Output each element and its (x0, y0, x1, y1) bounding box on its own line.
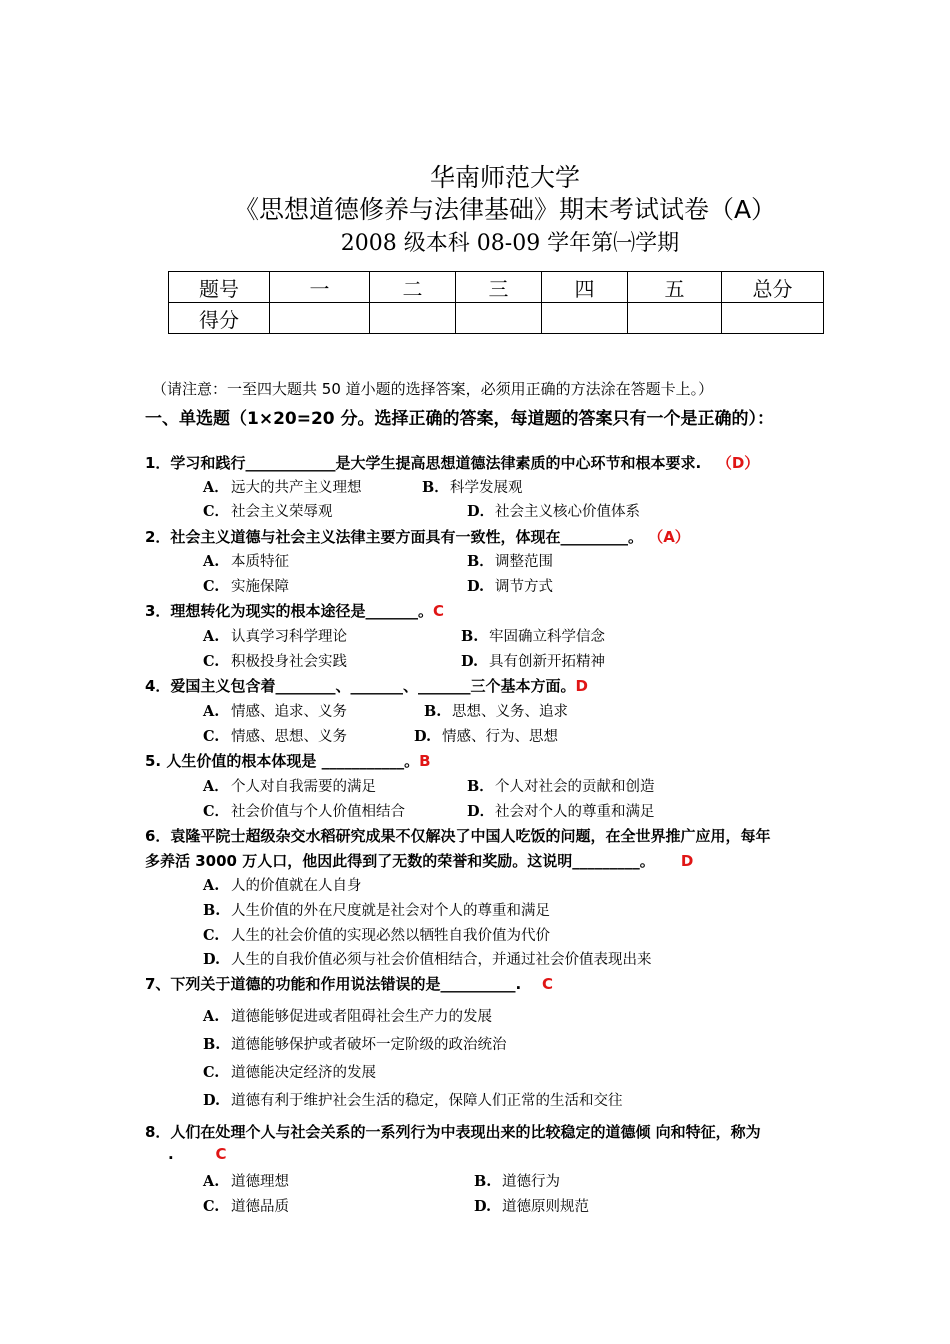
option: C. 积极投身社会实践 (203, 653, 347, 670)
option: A. 道德能够促进或者阻碍社会生产力的发展 (203, 1008, 492, 1025)
score-input-3[interactable] (456, 303, 542, 334)
question-stem: 2．社会主义道德与社会主义法律主要方面具有一致性，体现在_________。 (145, 528, 643, 546)
option: D. 道德有利于维护社会生活的稳定，保障人们正常的生活和交往 (203, 1092, 623, 1109)
score-input-1[interactable] (270, 303, 370, 334)
question-1 (145, 452, 759, 473)
question-6-cont (145, 850, 693, 871)
option: D. 人生的自我价值必须与社会价值相结合，并通过社会价值表现出来 (203, 951, 652, 968)
question-7 (145, 973, 553, 994)
answer-key: D (575, 677, 588, 695)
option: A. 情感、追求、义务 (203, 703, 347, 720)
question-4 (145, 675, 588, 696)
question-2 (145, 526, 690, 547)
answer-key: C (432, 602, 444, 620)
option: C. 情感、思想、义务 (203, 728, 347, 745)
score-cell-4: 四 (542, 272, 628, 303)
option: A． 远大的共产主义理想 (203, 479, 362, 496)
question-8: 8．人们在处理个人与社会关系的一系列行为中表现出来的比较稳定的道德倾 向和特征，称为 (145, 1123, 761, 1141)
option: A． 个人对自我需要的满足 (203, 778, 376, 795)
option: A. 道德理想 (203, 1173, 289, 1190)
score-cell-1: 一 (270, 272, 370, 303)
option: C． 社会价值与个人价值相结合 (203, 803, 405, 820)
option: D．社会对个人的尊重和满足 (467, 803, 655, 820)
notice: （请注意：一至四大题共 50 道小题的选择答案，必须用正确的方法涂在答题卡上。） (152, 380, 714, 398)
answer-key: D (680, 852, 694, 870)
question-stem: . (168, 1145, 174, 1163)
question-3 (145, 600, 444, 621)
option: B. 牢固确立科学信念 (461, 628, 605, 645)
score-cell-5: 五 (628, 272, 722, 303)
option: A. 人的价值就在人自身 (203, 877, 362, 894)
section-title: 一、单选题（1×20=20 分。选择正确的答案，每道题的答案只有一个是正确的）： (145, 409, 775, 429)
question-stem: 4．爱国主义包含着________、_______、_______三个基本方面。 (145, 677, 576, 695)
option: D. 情感、行为、思想 (414, 728, 558, 745)
score-row-label: 得分 (169, 303, 270, 334)
question-stem: 5. 人生价值的根本体现是 ___________。 (145, 752, 420, 770)
score-cell-label: 题号 (169, 272, 270, 303)
answer-key: （A） (648, 528, 690, 546)
option: B. 人生价值的外在尺度就是社会对个人的尊重和满足 (203, 902, 550, 919)
option: B. 思想、义务、追求 (424, 703, 568, 720)
option: D. 道德原则规范 (474, 1198, 589, 1215)
score-cell-3: 三 (456, 272, 542, 303)
university-title: 华南师范大学 (429, 163, 580, 192)
score-input-2[interactable] (370, 303, 456, 334)
option: B. 道德行为 (474, 1173, 560, 1190)
option: C. 人生的社会价值的实现必然以牺牲自我价值为代价 (203, 927, 550, 944)
option: D. 调节方式 (467, 578, 553, 595)
option: C. 实施保障 (203, 578, 289, 595)
option: D. 具有创新开拓精神 (461, 653, 605, 670)
score-cell-total: 总分 (722, 272, 824, 303)
question-stem: 多养活 3000 万人口，他因此得到了无数的荣誉和奖励。这说明_________。 (145, 852, 655, 870)
question-stem: 1．学习和践行____________是大学生提高思想道德法律素质的中心环节和根本要求. (145, 454, 702, 472)
answer-key: （D） (716, 454, 760, 472)
score-table-header-row (169, 272, 824, 303)
option: D．社会主义核心价值体系 (467, 503, 640, 520)
option: C. 道德能决定经济的发展 (203, 1064, 376, 1081)
question-6: 6．袁隆平院士超级杂交水稻研究成果不仅解决了中国人吃饭的问题，在全世界推广应用，每年 (145, 827, 771, 845)
option: B. 道德能够保护或者破坏一定阶级的政治统治 (203, 1036, 507, 1053)
score-input-5[interactable] (628, 303, 722, 334)
score-table-score-row (169, 303, 824, 334)
score-input-total[interactable] (722, 303, 824, 334)
exam-title: 《思想道德修养与法律基础》期末考试试卷（A） (233, 195, 777, 224)
question-5 (145, 750, 431, 771)
option: C. 道德品质 (203, 1198, 289, 1215)
answer-key: B (419, 752, 431, 770)
option: B．调整范围 (467, 553, 553, 570)
score-cell-2: 二 (370, 272, 456, 303)
option: A. 认真学习科学理论 (203, 628, 347, 645)
score-input-4[interactable] (542, 303, 628, 334)
option: C． 社会主义荣辱观 (203, 503, 333, 520)
answer-key: C (542, 975, 554, 993)
question-8-cont (168, 1145, 227, 1163)
question-stem: 7、下列关于道德的功能和作用说法错误的是__________. (145, 975, 522, 993)
answer-key: C (215, 1145, 227, 1163)
score-table (168, 271, 824, 334)
option: A. 本质特征 (203, 553, 289, 570)
option: B．科学发展观 (422, 479, 523, 496)
term-line: 2008 级本科 08-09 学年第㈠学期 (340, 231, 680, 256)
option: B．个人对社会的贡献和创造 (467, 778, 655, 795)
question-stem: 3．理想转化为现实的根本途径是_______。 (145, 602, 433, 620)
